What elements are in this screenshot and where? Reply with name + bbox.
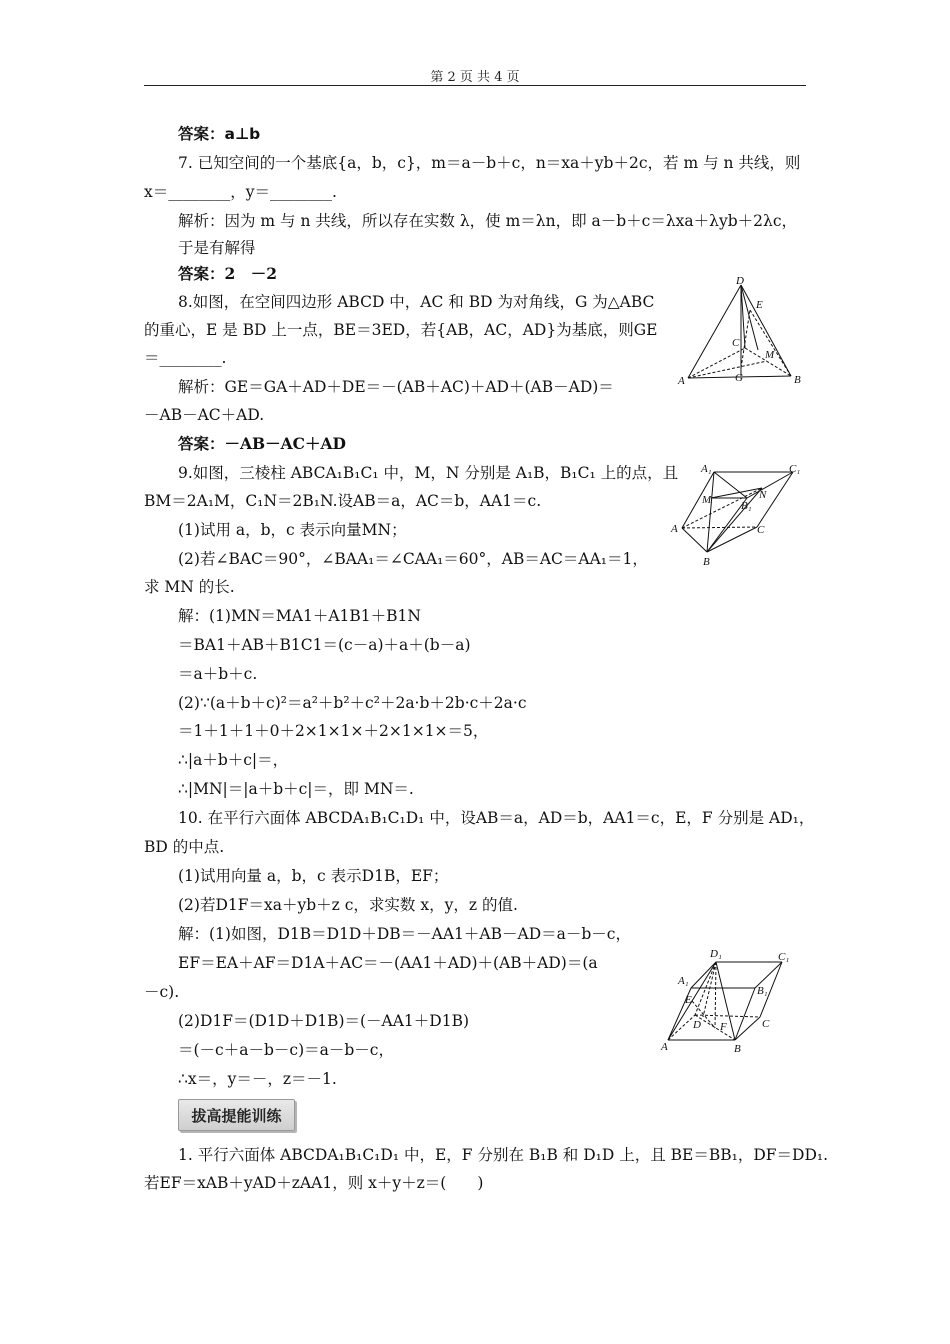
q10-solution-line2: EF＝EA＋AF＝D1A＋AC＝－(AA1＋AD)＋(AB＋AD)＝(a (178, 954, 598, 972)
fig8-label-b: B (794, 374, 801, 386)
fig9-label-a1: A₁ (701, 463, 712, 475)
fig9-label-m: M (702, 494, 712, 506)
figure-q10-parallelepiped (656, 944, 806, 1056)
q9-part1: (1)试用 a，b，c 表示向量MN； (178, 521, 407, 539)
section-badge-label: 拔高提能训练 (191, 1107, 282, 1125)
fig8-label-e: E (756, 299, 763, 311)
figure-q8-tetrahedron (672, 272, 812, 392)
q10-part1: (1)试用向量 a，b，c 表示D1B，EF； (178, 867, 449, 885)
fig10-label-e: E (685, 994, 692, 1006)
fig8-label-d: D (736, 275, 744, 287)
q7-line1: 7. 已知空间的一个基底{a，b，c}，m＝a－b＋c，n＝xa＋yb＋2c，若 m 与 n 共线，则 (178, 154, 801, 172)
fig10-label-a: A (661, 1041, 668, 1053)
q8-line3: ＝________. (144, 349, 227, 367)
q10-solution-line4: (2)D1F＝(D1D＋D1B)＝(－AA1＋D1B) (178, 1012, 470, 1030)
fig10-label-c: C (762, 1018, 770, 1030)
q9-solution-line4: (2)∵(a＋b＋c)²＝a²＋b²＋c²＋2a·b＋2b·c＋2a·c (178, 694, 527, 712)
fig10-label-f: F (720, 1021, 727, 1033)
q8-line1: 8.如图，在空间四边形 ABCD 中，AC 和 BD 为对角线，G 为△ABC (178, 293, 655, 311)
fig8-label-c: C (732, 337, 740, 349)
section-badge (178, 1099, 295, 1131)
fig10-label-b: B (734, 1043, 741, 1055)
header-rule (144, 85, 806, 86)
q9-solution-line6: ∴|a＋b＋c|＝， (178, 751, 289, 769)
fig9-label-c1: C₁ (789, 463, 801, 475)
fig9-label-b: B (703, 556, 710, 568)
fig10-label-c1: C₁ (778, 951, 790, 963)
fig10-label-d1: D₁ (710, 948, 722, 960)
q9-line1: 9.如图，三棱柱 ABCA₁B₁C₁ 中，M，N 分别是 A₁B，B₁C₁ 上的点，且 (178, 464, 679, 482)
q9-part2-line1: (2)若∠BAC＝90°，∠BAA₁＝∠CAA₁＝60°，AB＝AC＝AA₁＝1， (178, 550, 648, 568)
q10-line1: 10. 在平行六面体 ABCDA₁B₁C₁D₁ 中，设AB＝a，AD＝b，AA1＝c，E，F 分别是 AD₁， (178, 809, 815, 827)
q7-solution-line2: 于是有解得 (178, 239, 256, 257)
fig10-label-a1: A₁ (678, 975, 689, 987)
q9-solution-line5: ＝1＋1＋1＋0＋2×1×1×＋2×1×1×＝5， (178, 722, 489, 740)
q8-solution-line2: －AB－AC＋AD. (144, 406, 265, 424)
fig9-label-a: A (671, 523, 678, 535)
q8-solution-line1: 解析：GE＝GA＋AD＋DE＝－(AB＋AC)＋AD＋(AB－AD)＝ (178, 378, 614, 396)
q9-solution-line2: ＝BA1＋AB＋B1C1＝(c－a)＋a＋(b－a) (178, 636, 471, 654)
q10-solution-line6: ∴x＝，y＝－，z＝－1. (178, 1070, 337, 1088)
fig8-label-m: M (765, 349, 775, 361)
fig8-label-g: G (735, 372, 743, 384)
fig9-label-b1: B₁ (741, 500, 752, 512)
q10-solution-line3: －c). (144, 983, 180, 1001)
fig9-label-n: N (759, 489, 767, 501)
q9-solution-line3: ＝a＋b＋c. (178, 665, 258, 683)
q7-solution-line1: 解析：因为 m 与 n 共线，所以存在实数 λ，使 m＝λn，即 a－b＋c＝λxa＋λyb＋2λc， (178, 212, 798, 230)
q7-line2: x＝________，y＝________. (144, 183, 337, 201)
q10-solution-line5: ＝(－c＋a－b－c)＝a－b－c， (178, 1041, 394, 1059)
ex1-line1: 1. 平行六面体 ABCDA₁B₁C₁D₁ 中，E，F 分别在 B₁B 和 D₁D 上，且 BE＝BB₁，DF＝DD₁. (178, 1146, 829, 1164)
fig8-label-a: A (678, 375, 685, 387)
q9-solution-line1: 解：(1)MN＝MA1＋A1B1＋B1N (178, 607, 421, 625)
fig10-label-d: D (693, 1019, 701, 1031)
fig10-label-b1: B₁ (757, 985, 768, 997)
q9-part2-line2: 求 MN 的长. (144, 578, 235, 596)
q8-line2: 的重心，E 是 BD 上一点，BE＝3ED，若{AB，AC，AD}为基底，则GE (144, 321, 658, 339)
figure-q9-prism (668, 458, 808, 570)
page-header: 第 2 页 共 4 页 (430, 70, 520, 85)
ex1-line2: 若EF＝xAB＋yAD＋zAA1，则 x＋y＋z＝( ) (144, 1174, 484, 1192)
q10-line2: BD 的中点. (144, 838, 225, 856)
answer-6: 答案：a⊥b (178, 125, 261, 143)
q10-solution-line1: 解：(1)如图，D1B＝D1D＋DB＝－AA1＋AB－AD＝a－b－c， (178, 925, 631, 943)
fig9-label-c: C (757, 524, 765, 536)
q9-solution-line7: ∴|MN|＝|a＋b＋c|＝，即 MN＝. (178, 780, 414, 798)
q9-line2: BM＝2A₁M，C₁N＝2B₁N.设AB＝a，AC＝b，AA1＝c. (144, 492, 542, 510)
answer-8: 答案：－AB－AC＋AD (178, 434, 346, 453)
answer-7: 答案：2 －2 (178, 264, 278, 283)
q10-part2: (2)若D1F＝xa＋yb＋z c，求实数 x，y，z 的值. (178, 896, 518, 914)
